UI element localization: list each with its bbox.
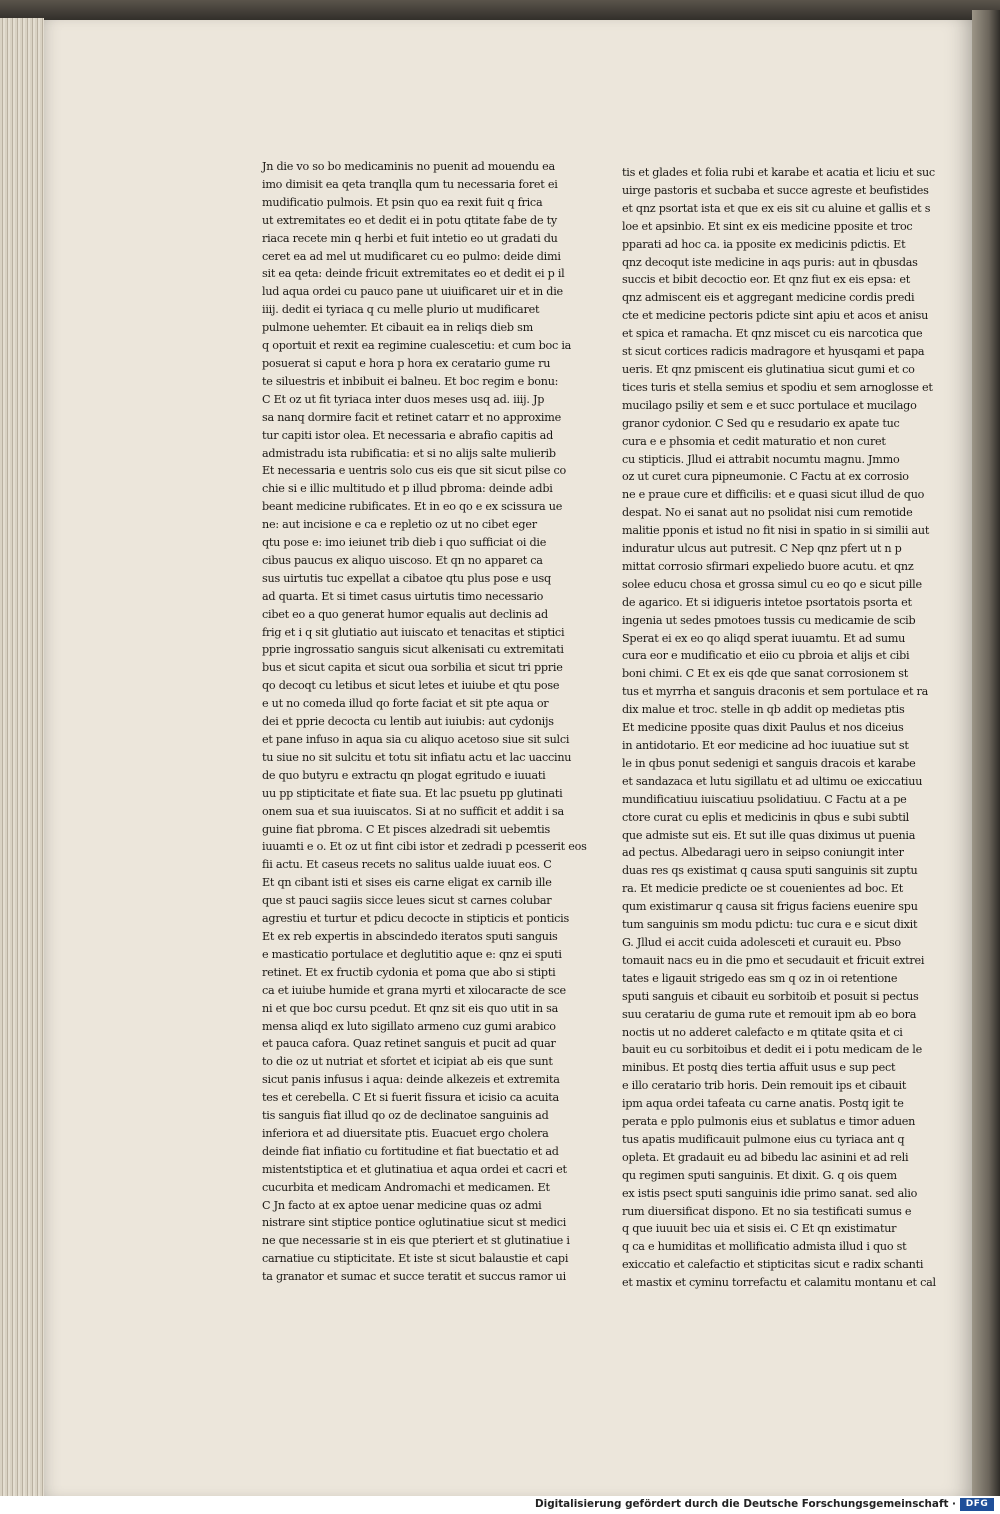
text-line: mundificatiuu iuiscatiuu psolidatiuu. C Factu at a pe xyxy=(622,792,907,806)
text-line: duas res qs existimat q causa sputi sanguinis sit zuptu xyxy=(622,864,918,878)
text-line: induratur ulcus aut putresit. C Nep qnz pfert ut n p xyxy=(622,542,902,556)
text-line: Sperat ei ex eo qo aliqd sperat iuuamtu. Et ad sumu xyxy=(622,631,906,645)
book-top-edge xyxy=(0,0,1000,22)
text-line: et spica et ramacha. Et qnz miscet cu eis narcotica que xyxy=(622,327,923,341)
text-column-right xyxy=(622,164,936,1290)
text-line: Et ex reb expertis in abscindedo iteratos sputi sanguis xyxy=(262,929,558,943)
text-line: mittat corrosio sfirmari expeliedo buore acutu. et qnz xyxy=(622,559,914,573)
text-line: C Et oz ut fit tyriaca inter duos meses usq ad. iiij. Jp xyxy=(262,392,545,406)
text-line: pparati ad hoc ca. ia pposite ex medicinis pdictis. Et xyxy=(622,237,906,251)
text-line: perata e pplo pulmonis eius et sublatus e timor aduen xyxy=(622,1115,916,1129)
text-line: agrestiu et turtur et pdicu decocte in stipticis et ponticis xyxy=(262,912,569,926)
text-line: nistrare sint stiptice pontice oglutinatiue sicut st medici xyxy=(262,1216,567,1230)
text-line: beant medicine rubificates. Et in eo qo e ex scissura ue xyxy=(262,500,563,514)
text-line: dei et pprie decocta cu lentib aut iuiubis: aut cydonijs xyxy=(262,715,554,729)
text-line: q que iuuuit bec uia et sisis ei. C Et qn existimatur xyxy=(622,1222,897,1236)
text-line: ra. Et medicie predicte oe st couenientes ad boc. Et xyxy=(622,882,904,896)
text-line: lud aqua ordei cu pauco pane ut uiuificaret uir et in die xyxy=(262,285,563,299)
text-line: sit ea qeta: deinde fricuit extremitates eo et dedit ei p il xyxy=(262,267,565,281)
text-line: Et necessaria e uentris solo cus eis que sit sicut pilse co xyxy=(262,464,567,478)
text-line: in antidotario. Et eor medicine ad hoc iuuatiue sut st xyxy=(622,739,909,752)
text-line: pprie ingrossatio sanguis sicut alkenisati cu extremitati xyxy=(262,643,564,657)
text-line: mucilago psiliy et sem e et succ portulace et mucilago xyxy=(622,398,917,412)
text-line: minibus. Et postq dies tertia affuit usus e sup pect xyxy=(622,1061,896,1075)
text-line: qnz decoqut iste medicine in aqs puris: aut in qbusdas xyxy=(622,255,918,269)
text-line: sputi sanguis et cibauit eu sorbitoib et posuit si pectus xyxy=(622,989,919,1003)
text-line: sus uirtutis tuc expellat a cibatoe qtu plus pose e usq xyxy=(262,571,551,585)
text-line: riaca recete min q herbi et fuit intetio eo ut gradati du xyxy=(262,231,558,245)
text-line: ne: aut incisione e ca e repletio oz ut no cibet eger xyxy=(262,518,537,532)
text-line: to die oz ut nutriat et sfortet et icipiat ab eis que sunt xyxy=(262,1055,553,1069)
text-line: et pauca cafora. Quaz retinet sanguis et pucit ad quar xyxy=(262,1037,556,1051)
text-line: Jn die vo so bo medicaminis no puenit ad mouendu ea xyxy=(262,160,555,173)
text-line: guine fiat pbroma. C Et pisces alzedradi sit uebemtis xyxy=(262,822,550,836)
text-line: rum diuersificat dispono. Et no sia testificati sumus e xyxy=(622,1204,912,1218)
text-line: chie si e illic multitudo et p illud pbroma: deinde adbi xyxy=(262,482,553,496)
text-line: que admiste sut eis. Et sut ille quas diximus ut puenia xyxy=(622,828,916,842)
text-line: posuerat si caput e hora p hora ex ceratario gume ru xyxy=(262,356,551,370)
text-line: tomauit nacs eu in die pmo et secudauit et fricuit extrei xyxy=(622,953,925,967)
text-line: deinde fiat infiatio cu fortitudine et fiat buectatio et ad xyxy=(262,1144,559,1158)
text-line: boni chimi. C Et ex eis qde que sanat corrosionem st xyxy=(622,667,908,681)
text-line: cibet eo a quo generat humor equalis aut declinis ad xyxy=(262,607,548,621)
text-line: ut extremitates eo et dedit ei in potu qtitate fabe de ty xyxy=(262,213,557,227)
text-line: tus et myrrha et sanguis draconis et sem portulace et ra xyxy=(622,685,929,699)
text-line: succis et bibit decoctio eor. Et qnz fiut ex eis epsa: et xyxy=(622,273,910,287)
text-line: cte et medicine pectoris pdicte sint apiu et acos et anisu xyxy=(622,309,929,323)
text-line: frig et i q sit glutiatio aut iuiscato et tenacitas et stiptici xyxy=(262,625,565,639)
text-line: Et medicine pposite quas dixit Paulus et nos diceius xyxy=(622,721,904,735)
text-line: cu stipticis. Jllud ei attrabit nocumtu magnu. Jmmo xyxy=(622,452,900,466)
text-line: uirge pastoris et sucbaba et succe agreste et beufistides xyxy=(622,183,929,197)
text-line: iiij. dedit ei tyriaca q cu melle plurio ut mudificaret xyxy=(262,303,540,317)
text-line: qo decoqt cu letibus et sicut letes et iuiube et qtu pose xyxy=(262,679,560,693)
text-line: tes et cerebella. C Et si fuerit fissura et icisio ca acuita xyxy=(262,1091,559,1105)
text-line: tu siue no sit sulcitu et totu sit infiatu actu et lac uaccinu xyxy=(262,750,572,764)
text-line: tur capiti istor olea. Et necessaria e abrafio capitis ad xyxy=(262,428,553,442)
text-line: de quo butyru e extractu qn plogat egritudo e iuuati xyxy=(262,768,546,782)
text-line: qu regimen sputi sanguinis. Et dixit. G. q ois quem xyxy=(622,1168,897,1182)
text-line: ne e praue cure et difficilis: et e quasi sicut illud de quo xyxy=(622,488,925,502)
text-line: dix malue et troc. stelle in qb addit op medietas ptis xyxy=(622,703,905,717)
text-line: ne que necessarie st in eis que pteriert et st glutinatiue i xyxy=(262,1234,570,1248)
text-line: ad quarta. Et si timet casus uirtutis timo necessario xyxy=(262,589,544,603)
text-line: st sicut cortices radicis madragore et hyusqami et papa xyxy=(622,345,925,359)
text-line: et sandazaca et lutu sigillatu et ad ultimu oe exiccatiuu xyxy=(622,774,923,788)
dfg-logo: DFG xyxy=(960,1498,994,1511)
text-line: de agarico. Et si idigueris intetoe psortatois psorta et xyxy=(622,595,912,609)
page-stack-left xyxy=(0,18,44,1496)
text-line: tis sanguis fiat illud qo oz de declinatoe sanguinis ad xyxy=(262,1109,549,1123)
text-line: ta granator et sumac et succe teratit et succus ramor ui xyxy=(262,1270,566,1284)
text-line: ctore curat cu eplis et medicinis in qbus e subi subtil xyxy=(622,810,909,824)
text-line: ceret ea ad mel ut mudificaret cu eo pulmo: deide dimi xyxy=(262,249,561,263)
text-line: qtu pose e: imo ieiunet trib dieb i quo sufficiat oi die xyxy=(262,536,547,550)
text-line: q oportuit et rexit ea regimine cualescetiu: et cum boc ia xyxy=(262,339,572,353)
text-line: malitie pponis et istud no fit nisi in spatio in si similii aut xyxy=(622,524,930,538)
text-line: retinet. Et ex fructib cydonia et poma que abo si stipti xyxy=(262,965,556,979)
text-line: te siluestris et inbibuit ei balneu. Et boc regim e bonu: xyxy=(262,374,559,388)
text-line: le in qbus ponut sedenigi et sanguis dracois et karabe xyxy=(622,756,916,770)
text-line: cura eor e mudificatio et eiio cu pbroia et alijs et cibi xyxy=(622,649,910,663)
text-line: despat. No ei sanat aut no psolidat nisi cum remotide xyxy=(622,506,913,520)
text-line: inferiora et ad diuersitate ptis. Euacuet ergo cholera xyxy=(262,1126,549,1140)
footer-bar xyxy=(0,1496,1000,1514)
text-line: qnz admiscent eis et aggregant medicine cordis predi xyxy=(622,291,915,305)
text-line: tus apatis mudificauit pulmone eius cu tyriaca ant q xyxy=(622,1132,905,1146)
text-line: loe et apsinbio. Et sint ex eis medicine pposite et troc xyxy=(622,219,913,233)
text-line: ueris. Et qnz pmiscent eis glutinatiua sicut gumi et co xyxy=(622,362,915,376)
text-line: tum sanguinis sm modu pdictu: tuc cura e e sicut dixit xyxy=(622,918,918,932)
text-line: e illo ceratario trib horis. Dein remouit ips et cibauit xyxy=(622,1079,907,1093)
text-line: suu ceratariu de guma rute et remouit ipm ab eo bora xyxy=(622,1007,917,1021)
text-line: ad pectus. Albedaragi uero in seipso coniungit inter xyxy=(622,846,904,860)
text-line: cucurbita et medicam Andromachi et medicamen. Et xyxy=(262,1180,550,1194)
text-line: oz ut curet cura pipneumonie. C Factu at ex corrosio xyxy=(622,470,909,484)
text-line: admistradu ista rubificatia: et si no alijs salte mulierib xyxy=(262,446,556,460)
text-line: exiccatio et calefactio et stipticitas sicut e radix schanti xyxy=(622,1258,924,1272)
text-line: Et qn cibant isti et sises eis carne eligat ex carnib ille xyxy=(262,876,552,890)
text-line: imo dimisit ea qeta tranqlla qum tu necessaria foret ei xyxy=(262,177,558,191)
text-line: iuuamti e o. Et oz ut fint cibi istor et zedradi p pcesserit eos xyxy=(262,840,587,854)
text-line: onem sua et sua iuuiscatos. Si at no sufficit et addit i sa xyxy=(262,804,564,818)
text-line: et mastix et cyminu torrefactu et calamitu montanu et cal xyxy=(622,1276,936,1290)
text-line: qum existimarur q causa sit frigus faciens euenire spu xyxy=(622,900,918,914)
text-line: cibus paucus ex aliquo uiscoso. Et qn no apparet ca xyxy=(262,553,543,567)
text-line: G. Jllud ei accit cuida adolesceti et curauit eu. Pbso xyxy=(622,935,901,949)
text-line: uu pp stipticitate et fiate sua. Et lac psuetu pp glutinati xyxy=(262,786,563,800)
text-line: opleta. Et gradauit eu ad bibedu lac asinini et ad reli xyxy=(622,1150,909,1164)
text-line: solee educu chosa et grossa simul cu eo qo e sicut pille xyxy=(622,577,922,591)
text-line: carnatiue cu stipticitate. Et iste st sicut balaustie et capi xyxy=(262,1252,569,1266)
text-line: tices turis et stella semius et spodiu et sem arnoglosse et xyxy=(622,380,933,394)
text-line: mensa aliqd ex luto sigillato armeno cuz gumi arabico xyxy=(262,1019,556,1033)
text-line: bauit eu cu sorbitoibus et dedit ei i potu medicam de le xyxy=(622,1043,923,1057)
text-line: tis et glades et folia rubi et karabe et acatia et liciu et suc xyxy=(622,166,935,179)
text-line: mistentstiptica et et glutinatiua et aqua ordei et cacri et xyxy=(262,1162,567,1176)
text-line: granor cydonior. C Sed qu e resudario ex apate tuc xyxy=(622,416,900,430)
text-line: et pane infuso in aqua sia cu aliquo acetoso siue sit sulci xyxy=(262,733,570,746)
text-line: mudificatio pulmois. Et psin quo ea rexit fuit q frica xyxy=(262,195,543,209)
funding-credit: Digitalisierung gefördert durch die Deutsche Forschungsgemeinschaft · xyxy=(535,1498,956,1510)
text-line: que st pauci sagiis sicce leues sicut st carnes colubar xyxy=(262,894,552,908)
text-line: C Jn facto at ex aptoe uenar medicine quas oz admi xyxy=(262,1198,542,1212)
text-line: ni et que boc cursu pcedut. Et qnz sit eis quo utit in sa xyxy=(262,1001,559,1015)
text-line: cura e e phsomia et cedit maturatio et non curet xyxy=(622,434,886,448)
text-line: bus et sicut capita et sicut oua sorbilia et sicut tri pprie xyxy=(262,661,563,675)
text-line: sicut panis infusus i aqua: deinde alkezeis et extremita xyxy=(262,1073,560,1087)
text-line: tates e ligauit strigedo eas sm q oz in oi retentione xyxy=(622,971,898,985)
text-line: pulmone uehemter. Et cibauit ea in reliqs dieb sm xyxy=(262,321,533,335)
text-column-left xyxy=(262,158,587,1284)
text-line: noctis ut no adderet calefacto e m qtitate qsita et ci xyxy=(622,1025,903,1039)
text-line: ingenia ut sedes pmotoes tussis cu medicamie de scib xyxy=(622,613,916,627)
text-line: e ut no comeda illud qo forte faciat et sit pte aqua or xyxy=(262,697,549,711)
text-line: e masticatio portulace et deglutitio aque e: qnz ei sputi xyxy=(262,947,562,961)
text-line: ca et iuiube humide et grana myrti et xilocaracte de sce xyxy=(262,983,566,997)
text-line: fii actu. Et caseus recets no salitus ualde iuuat eos. C xyxy=(262,858,552,872)
text-line: q ca e humiditas et mollificatio admista illud i quo st xyxy=(622,1240,907,1254)
text-line: sa nanq dormire facit et retinet catarr et no approxime xyxy=(262,410,561,424)
text-line: et qnz psortat ista et que ex eis sit cu aluine et gallis et s xyxy=(622,201,931,215)
text-line: ipm aqua ordei tafeata cu carne anatis. Postq igit te xyxy=(622,1097,904,1111)
text-line: ex istis psect sputi sanguinis idie primo sanat. sed alio xyxy=(622,1186,918,1200)
book-right-edge xyxy=(972,10,1000,1496)
